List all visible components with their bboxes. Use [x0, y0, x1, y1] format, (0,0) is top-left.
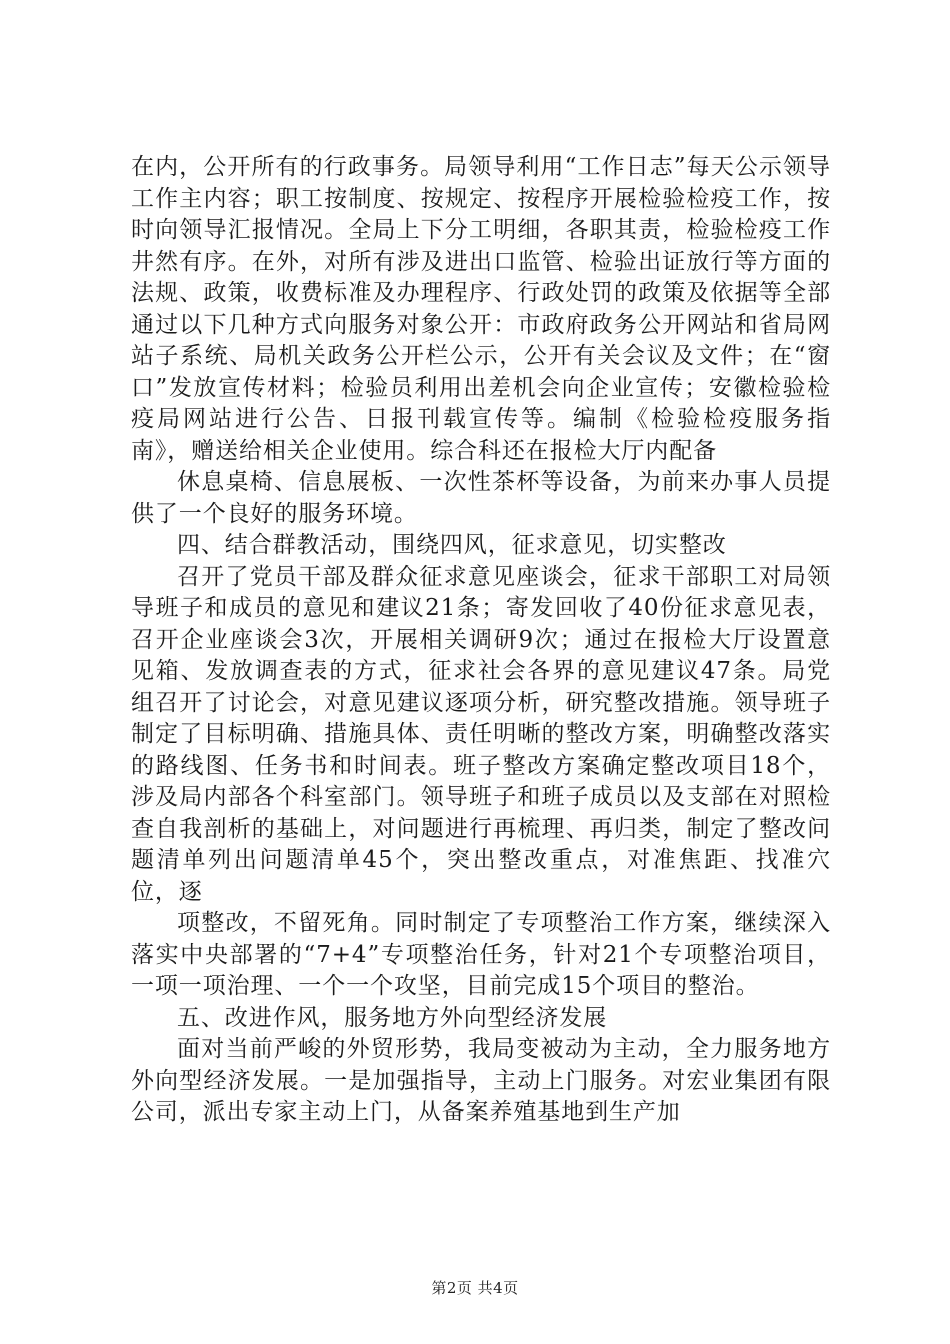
section-heading-five: 五、改进作风，服务地方外向型经济发展	[177, 1004, 608, 1031]
paragraph-opinions-collection: 召开了党员干部及群众征求意见座谈会，征求干部职工对局领导班子和成员的意见和建议21条；寄发回收了40份征求意见表，召开企业座谈会3次，开展相关调研9次；通过在报检大厅设置意见箱、发放调查表的方式，征求社会各界的意见建议47条。局党组召开了讨论会，对意见建议逐项分析，研究整改措施。领导班子制定了目标明确、措施具体、责任明晰的整改方案，明确整改落实的路线图、任务书和时间表。班子整改方案确定整改项目18个，涉及局内部各个科室部门。领导班子和班子成员以及支部在对照检查自我剖析的基础上，对问题进行再梳理、再归类，制定了整改问题清单列出问题清单45个，突出整改重点，对准焦距、找准穴位，逐	[131, 563, 831, 905]
paragraph-economic-service: 面对当前严峻的外贸形势，我局变被动为主动，全力服务地方外向型经济发展。一是加强指导，主动上门服务。对宏业集团有限公司，派出专家主动上门，从备案养殖基地到生产加	[131, 1036, 831, 1125]
paragraph-disclosure: 在内，公开所有的行政事务。局领导利用“工作日志”每天公示领导工作主内容；职工按制度、按规定、按程序开展检验检疫工作，按时向领导汇报情况。全局上下分工明细，各职其责，检验检疫工作井然有序。在外，对所有涉及进出口监管、检验出证放行等方面的法规、政策，收费标准及办理程序、行政处罚的政策及依据等全部通过以下几种方式向服务对象公开：市政府政务公开网站和省局网站子系统、局机关政务公开栏公示，公开有关会议及文件；在“窗口”发放宣传材料；检验员利用出差机会向企业宣传；安徽检验检疫局网站进行公告、日报刊载宣传等。编制《检验检疫服务指南》，赠送给相关企业使用。综合科还在报检大厅内配备	[131, 154, 831, 464]
paragraph-service-environment: 休息桌椅、信息展板、一次性茶杯等设备，为前来办事人员提供了一个良好的服务环境。	[131, 469, 831, 527]
document-body	[131, 152, 831, 1129]
paragraph-rectification: 项整改，不留死角。同时制定了专项整治工作方案，继续深入落实中央部署的“7+4”专项整治任务，针对21个专项整治项目，一项一项治理、一个一个攻坚，目前完成15个项目的整治。	[131, 910, 831, 999]
section-heading-four: 四、结合群教活动，围绕四风，征求意见，切实整改	[177, 532, 727, 558]
page-number-footer: 第2页 共4页	[431, 1279, 519, 1297]
